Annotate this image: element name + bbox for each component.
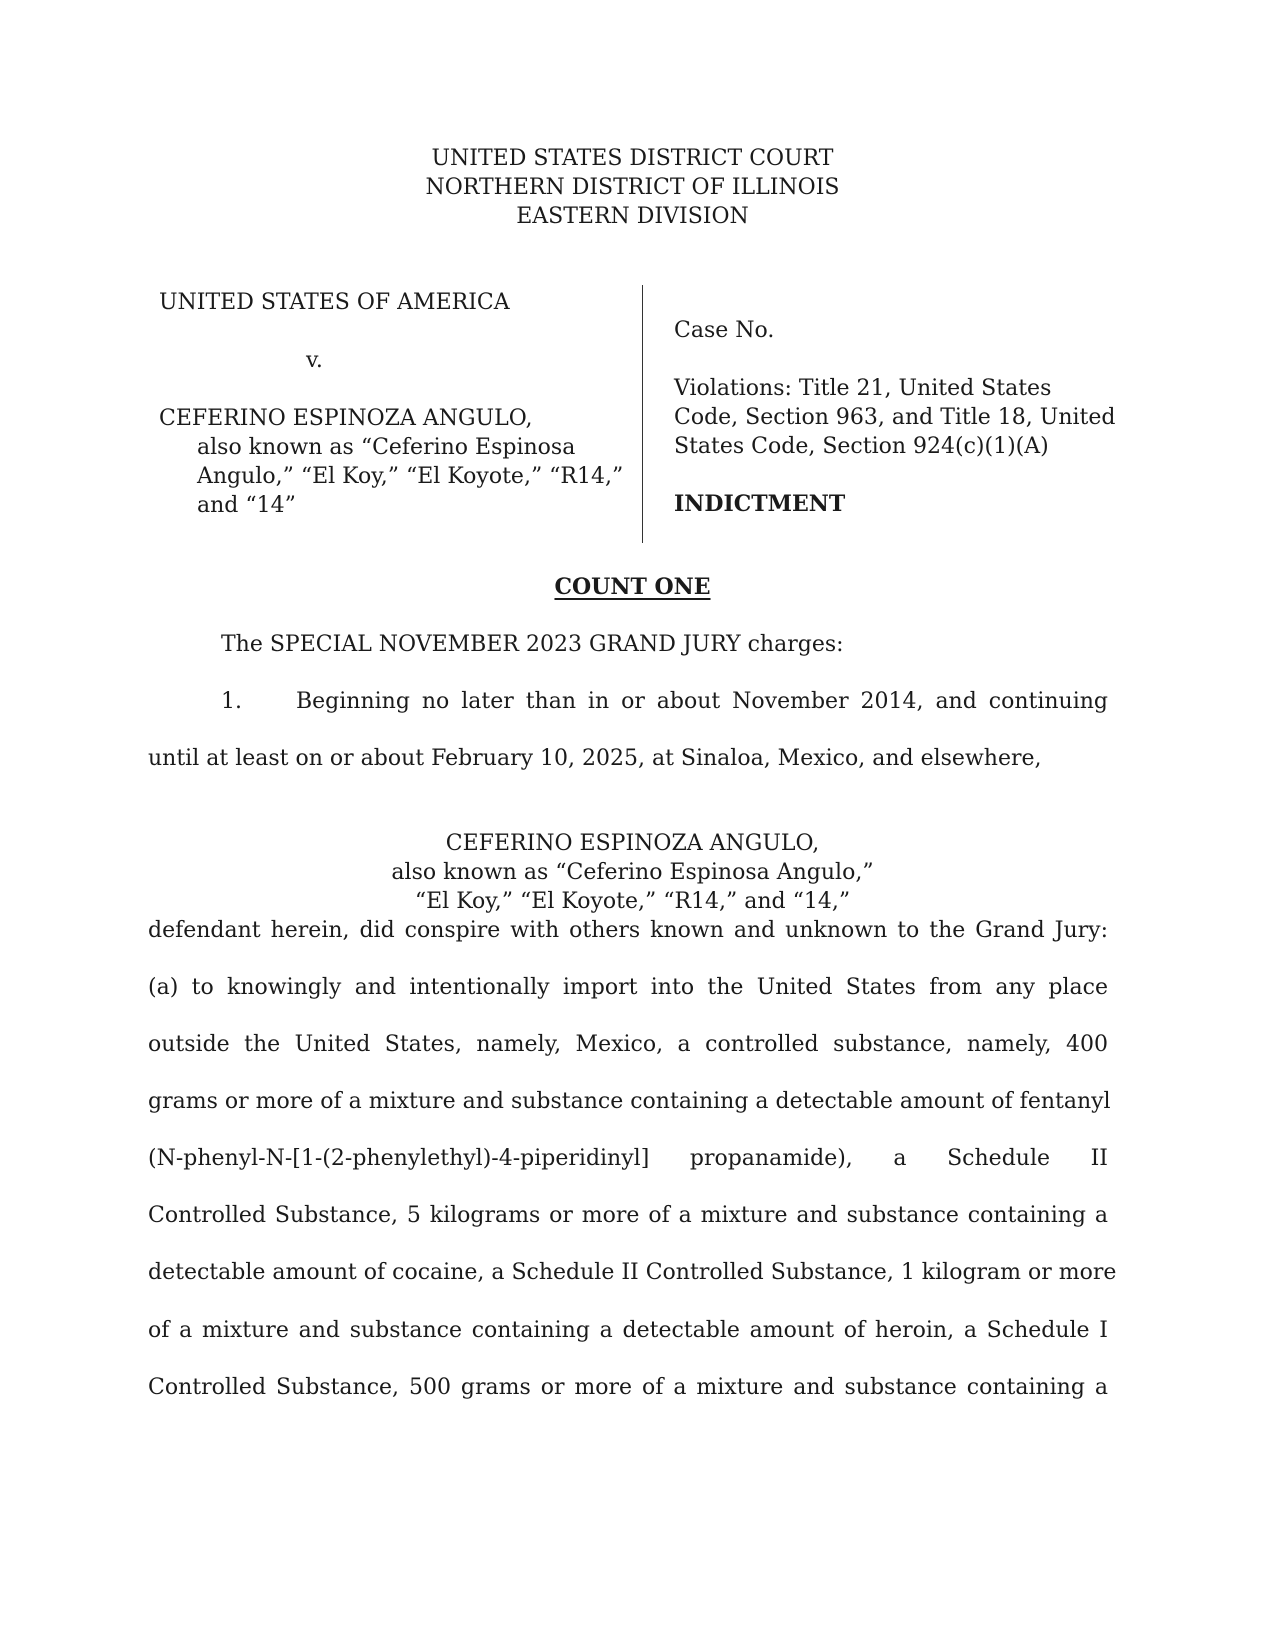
count-heading-text: COUNT ONE: [554, 574, 711, 600]
body-line: detectable amount of cocaine, a Schedule II Controlled Substance, 1 kilogram or more: [148, 1260, 1117, 1285]
body-line: (a) to knowingly and intentionally import into the United States from any place: [148, 975, 1108, 1000]
defendant-alias-centered: also known as “Ceferino Espinosa Angulo,”: [391, 860, 874, 885]
body-line: outside the United States, namely, Mexico, a controlled substance, namely, 400: [148, 1032, 1108, 1057]
case-caption-details: [674, 316, 1134, 519]
court-name: UNITED STATES DISTRICT COURT: [431, 146, 834, 171]
defendant-name-centered: CEFERINO ESPINOZA ANGULO,: [445, 831, 820, 856]
court-division: EASTERN DIVISION: [516, 204, 749, 229]
alias-line: also known as “Ceferino Espinosa: [197, 435, 576, 460]
paragraph-number: 1.: [221, 689, 242, 714]
violations-statement: [674, 374, 1134, 461]
paragraph-line: Beginning no later than in or about November 2014, and continuing: [296, 689, 1108, 714]
violations-line: Violations: Title 21, United States: [674, 376, 1052, 401]
count-heading: [0, 573, 1265, 602]
paragraph-line: until at least on or about February 10, 2025, at Sinaloa, Mexico, and elsewhere,: [148, 746, 1042, 771]
document-type: INDICTMENT: [674, 491, 846, 517]
violations-line: States Code, Section 924(c)(1)(A): [674, 434, 1049, 459]
body-line: (N-phenyl-N-[1-(2-phenylethyl)-4-piperidinyl] propanamide), a Schedule II: [148, 1146, 1108, 1171]
defendant-name-block: [0, 829, 1265, 916]
case-number-label: Case No.: [674, 318, 775, 343]
body-line: Controlled Substance, 5 kilograms or more of a mixture and substance containing a: [148, 1203, 1108, 1228]
court-district: NORTHERN DISTRICT OF ILLINOIS: [425, 175, 840, 200]
court-header: [0, 144, 1265, 231]
violations-line: Code, Section 963, and Title 18, United: [674, 405, 1116, 430]
case-caption-parties: [159, 288, 629, 520]
body-line: defendant herein, did conspire with others known and unknown to the Grand Jury:: [148, 918, 1108, 943]
body-line: of a mixture and substance containing a detectable amount of heroin, a Schedule I: [148, 1318, 1108, 1343]
versus-label: v.: [306, 348, 323, 373]
defendant-aliases: [159, 433, 637, 520]
alias-line: Angulo,” “El Koy,” “El Koyote,” “R14,”: [197, 464, 624, 489]
defendant-alias-centered: “El Koy,” “El Koyote,” “R14,” and “14,”: [414, 889, 851, 914]
body-line: grams or more of a mixture and substance containing a detectable amount of fentanyl: [148, 1089, 1111, 1114]
defendant-name: CEFERINO ESPINOZA ANGULO,: [159, 406, 533, 431]
grand-jury-intro: The SPECIAL NOVEMBER 2023 GRAND JURY charges:: [221, 632, 844, 657]
alias-line: and “14”: [197, 493, 296, 518]
caption-divider: [642, 285, 643, 543]
body-line: Controlled Substance, 500 grams or more of a mixture and substance containing a: [148, 1375, 1108, 1400]
plaintiff-name: UNITED STATES OF AMERICA: [159, 290, 510, 315]
